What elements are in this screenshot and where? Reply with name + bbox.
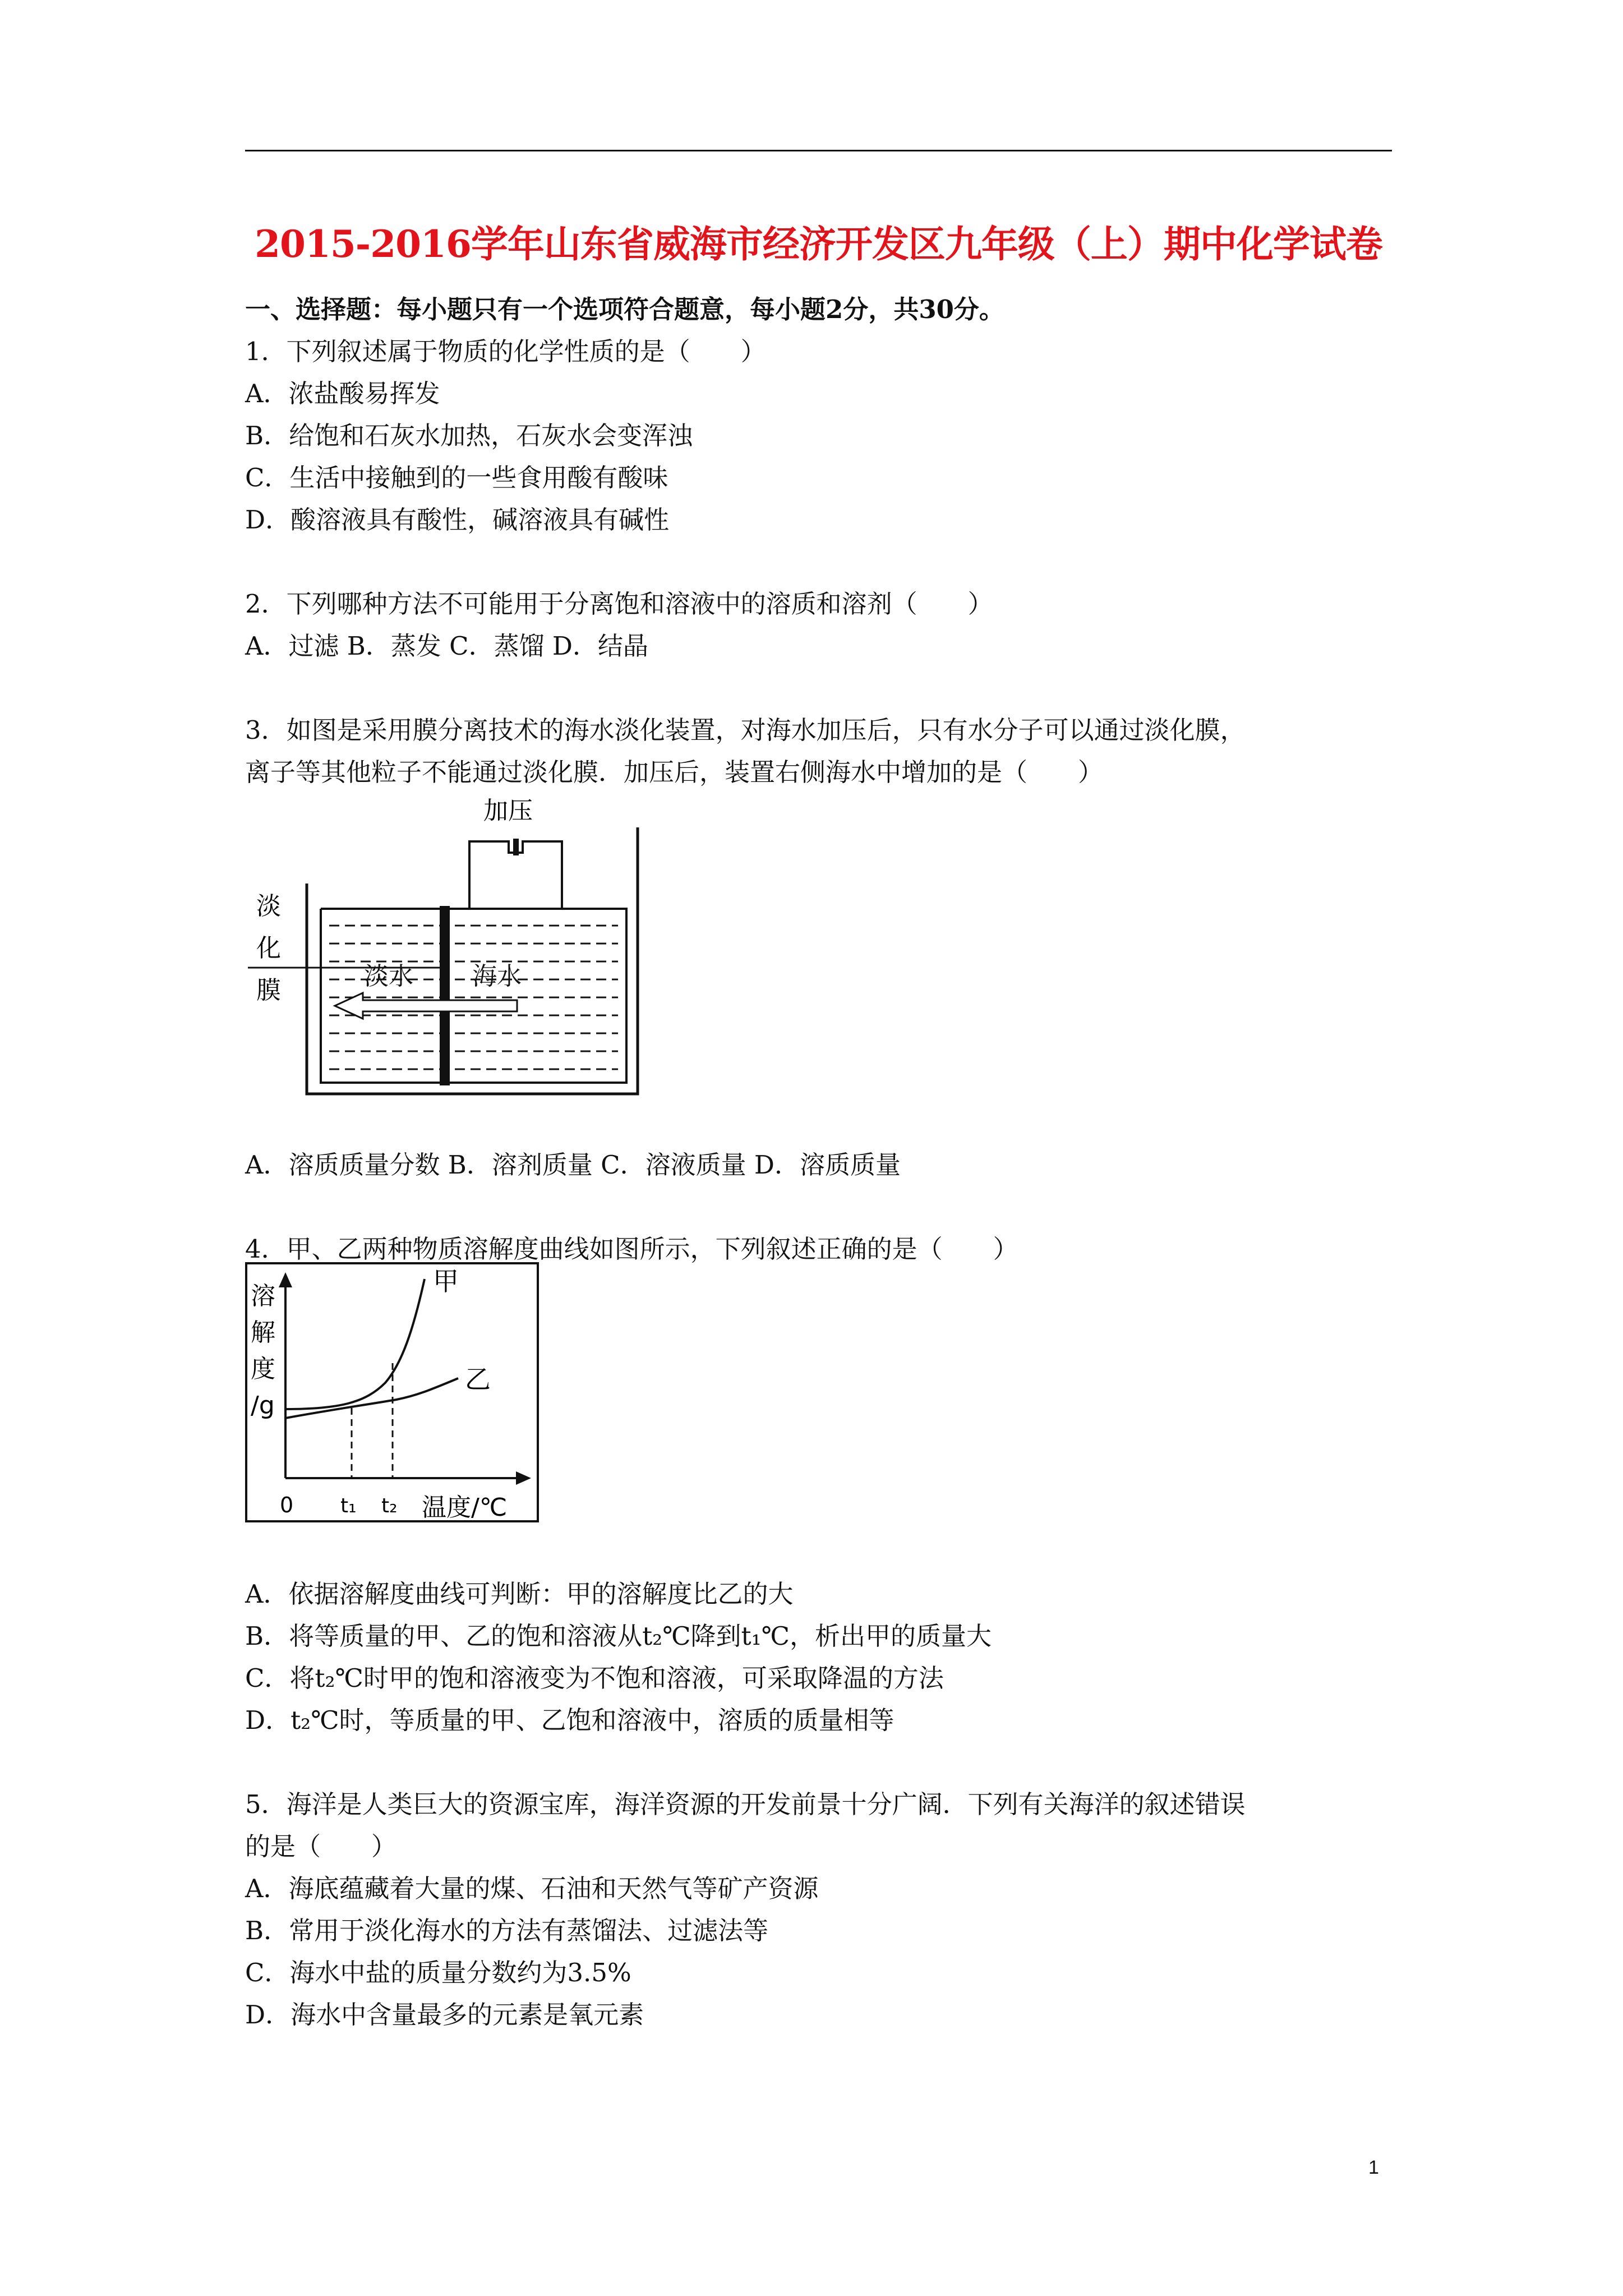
piston-rod [513,839,519,855]
origin-label: 0 [280,1493,294,1517]
y-label-3: 度 [251,1355,275,1383]
t1-label: t₁ [340,1494,357,1517]
membrane-bar [440,906,450,1085]
header-rule [245,150,1392,151]
fresh-water-label: 淡水 [364,962,413,991]
sea-water-label: 海水 [472,962,522,991]
q5-option-a: A．海底蕴藏着大量的煤、石油和天然气等矿产资源 [245,1874,819,1903]
exam-title: 2015-2016学年山东省威海市经济开发区九年级（上）期中化学试卷 [255,222,1382,266]
q1-option-d: D．酸溶液具有酸性，碱溶液具有碱性 [245,505,670,535]
q3-stem-line2: 离子等其他粒子不能通过淡化膜．加压后，装置右侧海水中增加的是（ ） [245,757,1104,787]
q5-option-c: C．海水中盐的质量分数约为3.5% [245,1958,631,1987]
y-axis-arrow [279,1272,292,1287]
q2-stem: 2．下列哪种方法不可能用于分离饱和溶液中的溶质和溶剂（ ） [245,589,993,619]
q4-option-a: A．依据溶解度曲线可判断：甲的溶解度比乙的大 [245,1579,794,1609]
y-label-1: 溶 [251,1282,275,1310]
q1-option-c: C．生活中接触到的一些食用酸有酸味 [245,463,668,493]
q1-option-b: B．给饱和石灰水加热，石灰水会变浑浊 [245,421,693,450]
solubility-curve-figure [245,1262,542,1526]
t2-label: t₂ [381,1494,398,1517]
y-label-2: 解 [251,1318,275,1347]
page-number: 1 [1368,2157,1379,2178]
membrane-label-3: 膜 [256,976,281,1005]
q1-stem: 1．下列叙述属于物质的化学性质的是（ ） [245,337,766,366]
y-label-4: /g [251,1391,275,1420]
curve-yi-label: 乙 [465,1364,491,1395]
membrane-label-2: 化 [256,934,281,963]
water-dashes [329,926,618,1069]
membrane-label-1: 淡 [256,892,281,921]
x-axis-label: 温度/℃ [422,1493,508,1522]
curve-yi [285,1378,458,1418]
q4-option-b: B．将等质量的甲、乙的饱和溶液从t₂℃降到t₁℃，析出甲的质量大 [245,1621,992,1651]
curve-jia-label: 甲 [433,1266,459,1296]
q5-stem-line1: 5．海洋是人类巨大的资源宝库，海洋资源的开发前景十分广阔．下列有关海洋的叙述错误 [245,1789,1246,1819]
section-heading: 一、选择题：每小题只有一个选项符合题意，每小题2分，共30分。 [245,295,1004,324]
q5-stem-line2: 的是（ ） [245,1832,397,1861]
desalination-apparatus-figure [245,785,671,1105]
q4-option-d: D．t₂℃时，等质量的甲、乙饱和溶液中，溶质的质量相等 [245,1705,895,1735]
x-axis-arrow [516,1471,531,1485]
q1-option-a: A．浓盐酸易挥发 [245,379,440,408]
water-container [321,909,626,1083]
q3-stem-line1: 3．如图是采用膜分离技术的海水淡化装置，对海水加压后，只有水分子可以通过淡化膜， [245,715,1246,745]
q5-option-d: D．海水中含量最多的元素是氧元素 [245,2000,644,2030]
curve-jia [285,1279,425,1409]
q5-option-b: B．常用于淡化海水的方法有蒸馏法、过滤法等 [245,1916,769,1945]
q3-options: A．溶质质量分数 B．溶剂质量 C．溶液质量 D．溶质质量 [245,1150,901,1180]
q2-options: A．过滤 B．蒸发 C．蒸馏 D．结晶 [245,631,648,661]
q4-option-c: C．将t₂℃时甲的饱和溶液变为不饱和溶液，可采取降温的方法 [245,1663,944,1693]
pressure-label: 加压 [483,797,533,825]
q4-stem: 4．甲、乙两种物质溶解度曲线如图所示，下列叙述正确的是（ ） [245,1234,1018,1264]
